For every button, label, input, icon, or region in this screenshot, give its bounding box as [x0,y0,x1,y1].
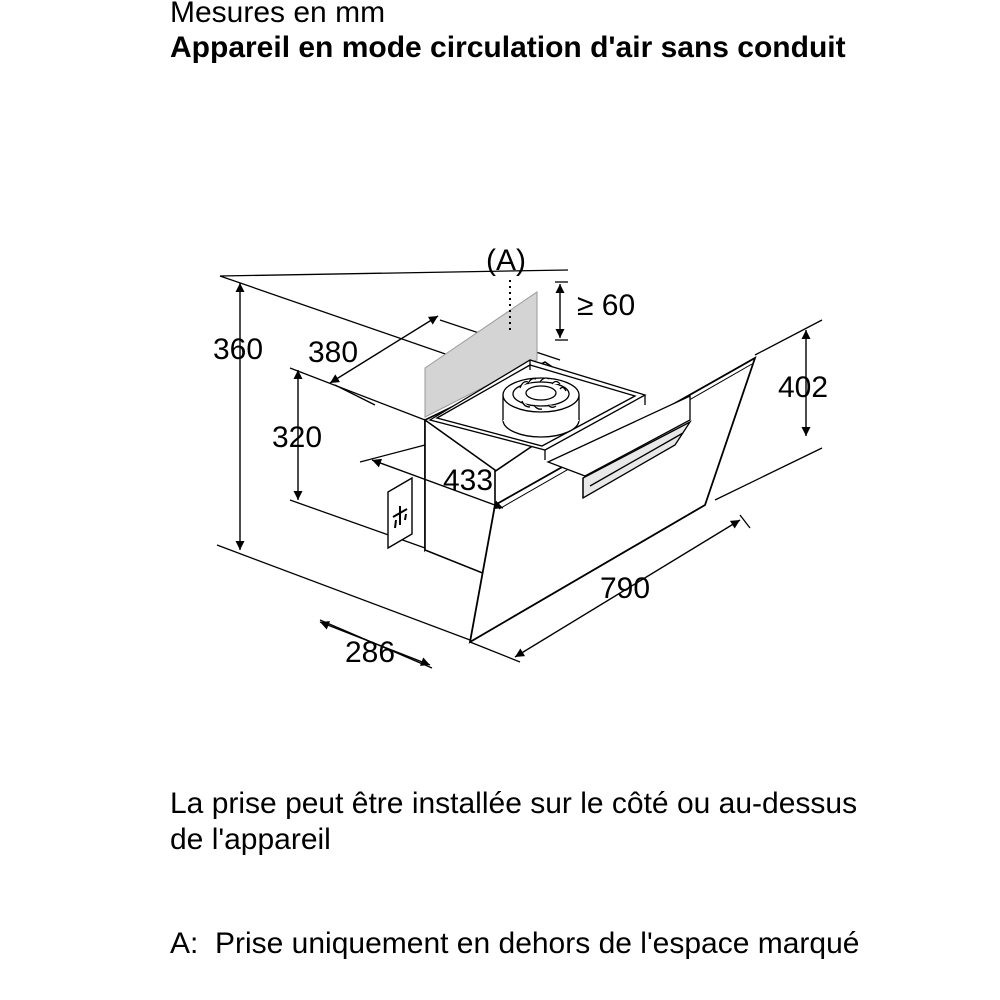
dim-label-total-height: 360 [213,333,264,366]
fan-motor [503,378,579,437]
dim-label-min-clearance: ≥ 60 [577,289,636,322]
dim-label-glass-height: 402 [778,371,829,404]
installation-note: La prise peut être installée sur le côté ou au-dessus de l'appareil [170,787,858,856]
page-title: Appareil en mode circulation d'air sans conduit [170,31,846,64]
legend [170,926,870,962]
legend-key: A: [170,927,199,960]
socket-symbol [388,478,412,548]
dim-label-glass-width: 790 [600,572,651,605]
dim-label-body-height: 320 [272,421,323,454]
zone-label: (A) [486,244,526,277]
legend-text: Prise uniquement en dehors de l'espace marqué [215,927,860,960]
dim-label-body-depth: 433 [443,464,494,497]
dim-label-mount-width: 380 [308,336,359,369]
units-note: Mesures en mm [170,0,386,29]
dim-label-depth-bottom: 286 [345,636,396,669]
